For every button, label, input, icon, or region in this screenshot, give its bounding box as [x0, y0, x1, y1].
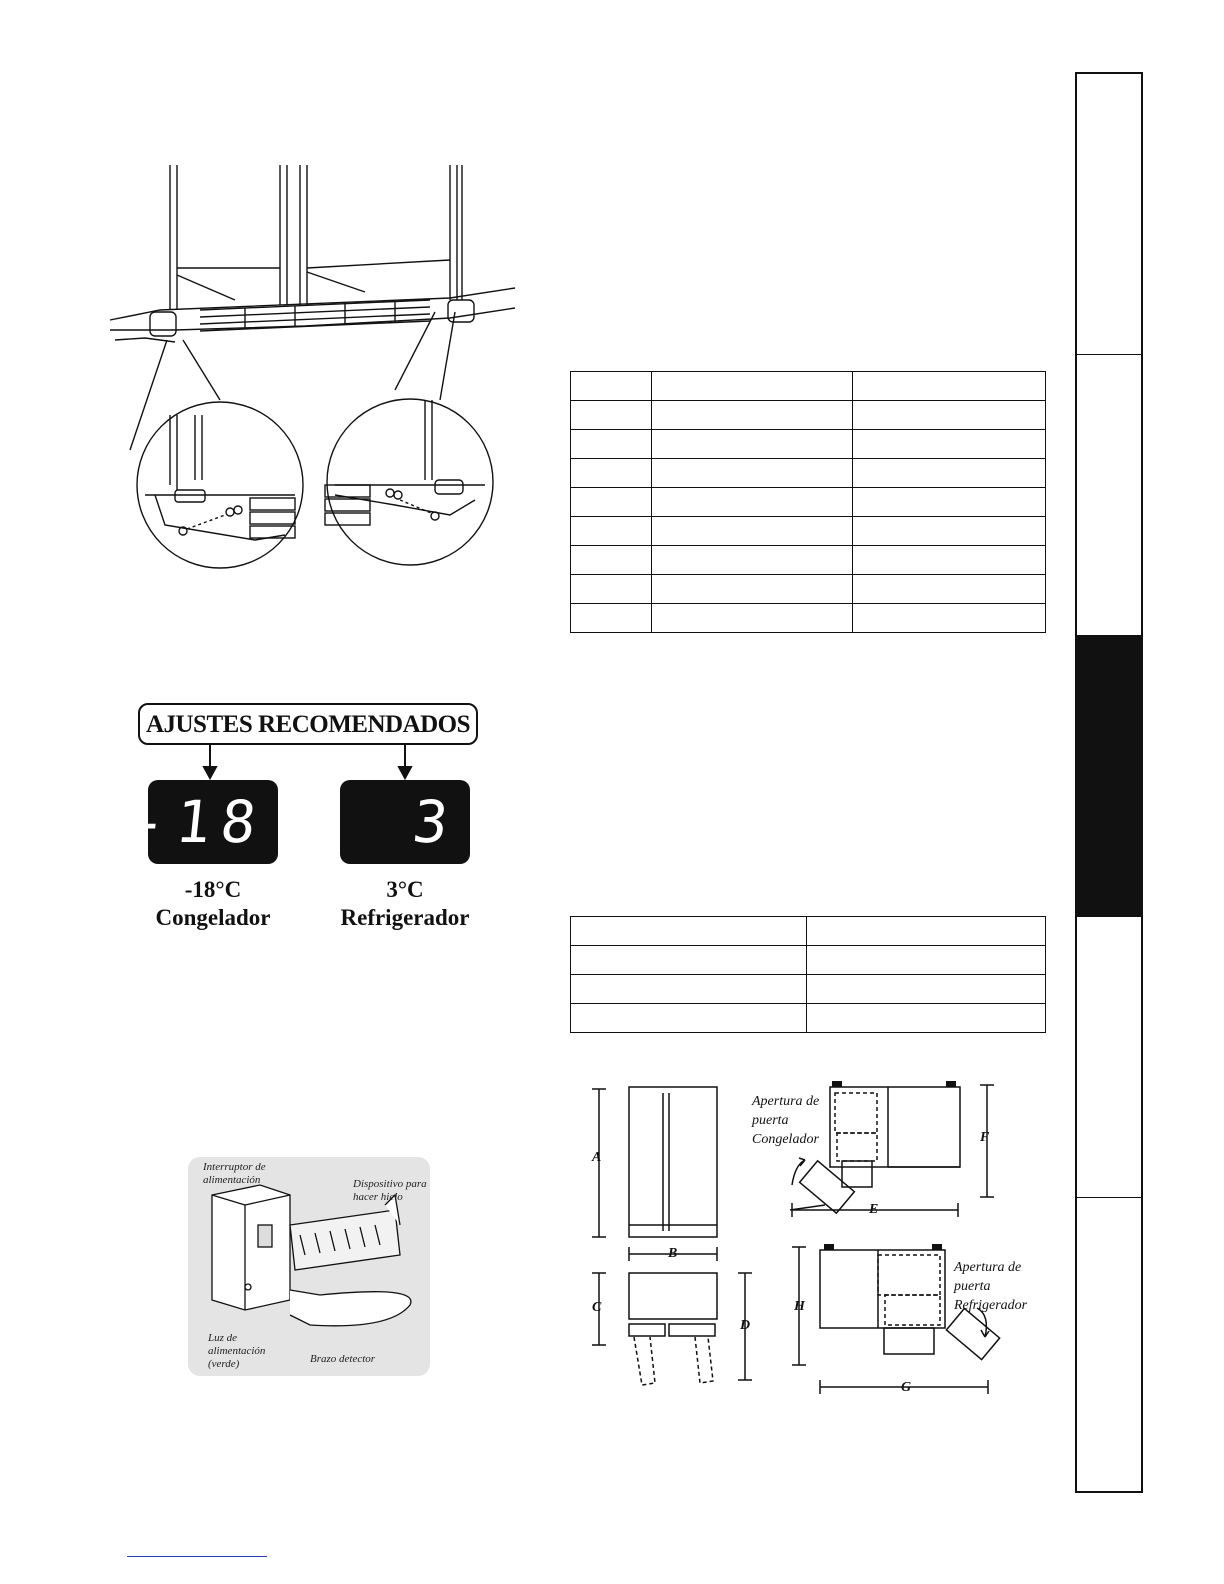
temperature-table [570, 371, 1046, 633]
section-tabs [1075, 72, 1143, 1493]
section-tab-1[interactable] [1077, 74, 1141, 355]
fridge-display [340, 780, 470, 864]
table-row [571, 946, 1046, 975]
section-tab-4[interactable] [1077, 917, 1141, 1198]
fridge-temp: 3°C [386, 877, 424, 902]
freezer-display-value: -18 [127, 788, 270, 856]
freezer-opening-caption: Apertura de puerta Congelador [752, 1094, 820, 1147]
table-row [571, 575, 1046, 604]
freezer-name: Congelador [155, 905, 271, 930]
table-row [571, 401, 1046, 430]
power-switch-caption: Interruptor de alimentación [203, 1161, 266, 1186]
fridge-display-value: 3 [409, 788, 462, 856]
table-row [571, 488, 1046, 517]
dim-letter-c: C [592, 1300, 602, 1315]
dim-letter-b: B [668, 1246, 678, 1261]
dim-letter-a: A [592, 1150, 602, 1165]
dimensions-table [570, 916, 1046, 1033]
dim-letter-h: H [794, 1299, 805, 1314]
power-light-caption: Luz de alimentación (verde) [208, 1332, 266, 1370]
table-row [571, 430, 1046, 459]
fridge-name: Refrigerador [340, 905, 470, 930]
section-tab-5[interactable] [1077, 1198, 1141, 1491]
detector-arm-caption: Brazo detector [310, 1353, 376, 1365]
dim-letter-d: D [740, 1318, 751, 1333]
icemaker-device-caption: Dispositivo para hacer hielo [353, 1178, 427, 1203]
grille-illustration [105, 160, 525, 575]
section-tab-3[interactable] [1077, 636, 1141, 917]
dim-letter-e: E [869, 1202, 879, 1217]
table-row [571, 917, 1046, 946]
fridge-opening-caption: Apertura de puerta Refrigerador [954, 1260, 1028, 1313]
settings-arrows [200, 745, 420, 780]
footer-link[interactable] [127, 1556, 267, 1557]
dim-letter-g: G [901, 1380, 912, 1395]
settings-title: AJUSTES RECOMENDADOS [138, 703, 478, 745]
freezer-temp-label [113, 876, 313, 932]
dim-letter-f: F [980, 1130, 990, 1145]
table-row [571, 975, 1046, 1004]
section-tab-2[interactable] [1077, 355, 1141, 636]
table-row [571, 459, 1046, 488]
table-row [571, 1004, 1046, 1033]
table-row [571, 604, 1046, 633]
freezer-temp: -18°C [184, 877, 242, 902]
table-row [571, 517, 1046, 546]
table-row [571, 372, 1046, 401]
fridge-temp-label [305, 876, 505, 932]
freezer-display [127, 780, 278, 864]
table-row [571, 546, 1046, 575]
